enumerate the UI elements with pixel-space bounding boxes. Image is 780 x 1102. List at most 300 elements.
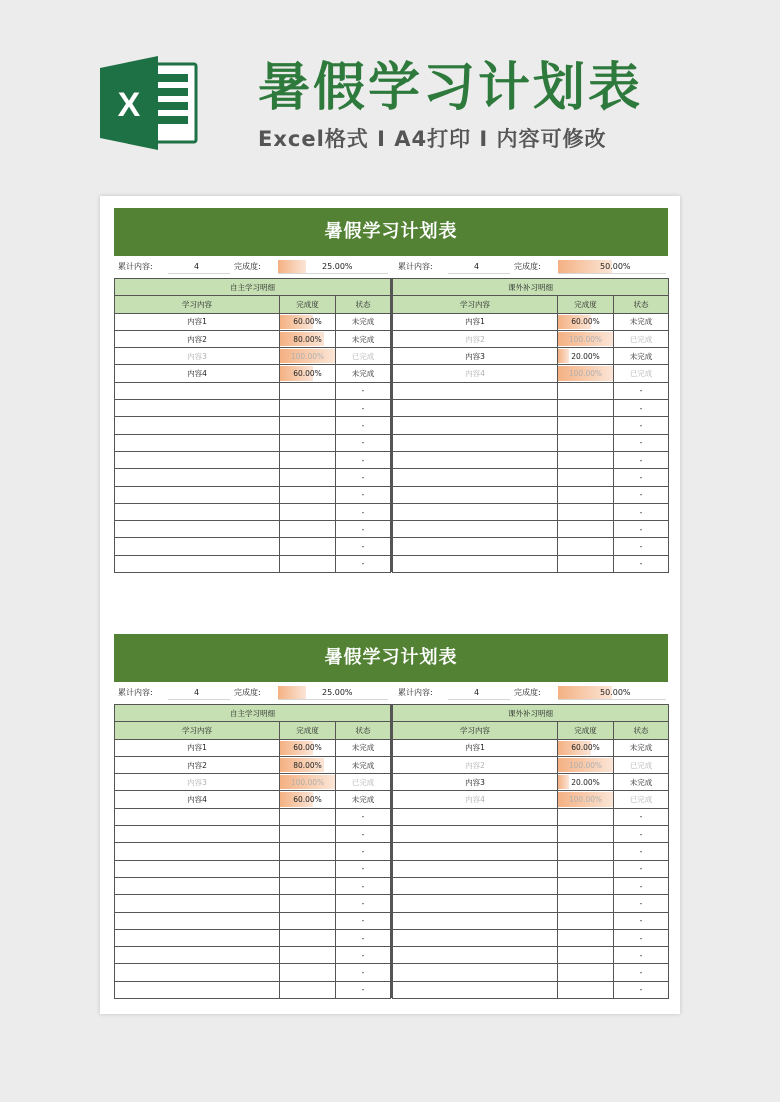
progress-cell[interactable]	[280, 860, 336, 877]
status-cell: -	[614, 860, 669, 877]
status-cell: 未完成	[614, 774, 669, 791]
table-row	[393, 503, 669, 520]
progress-cell[interactable]	[558, 503, 614, 520]
progress-value: 100.00%	[568, 369, 603, 379]
table-row	[393, 417, 669, 434]
table-row	[115, 469, 391, 486]
table-caption: 自主学习明细	[115, 705, 391, 722]
table-row	[115, 330, 391, 347]
progress-cell[interactable]	[558, 877, 614, 894]
table-row	[115, 503, 391, 520]
content-cell[interactable]	[393, 947, 558, 964]
status-cell: -	[336, 947, 391, 964]
content-cell[interactable]	[115, 895, 280, 912]
self-study-table	[114, 704, 391, 999]
progress-header: 完成度	[558, 722, 614, 739]
progress-cell[interactable]	[558, 981, 614, 998]
content-cell[interactable]	[393, 451, 558, 468]
table-caption-row	[115, 705, 391, 722]
summary-row	[114, 256, 668, 278]
progress-cell[interactable]	[558, 774, 614, 791]
status-cell: -	[336, 451, 391, 468]
progress-cell[interactable]	[558, 400, 614, 417]
progress-cell[interactable]	[558, 417, 614, 434]
content-cell[interactable]	[393, 434, 558, 451]
content-cell[interactable]	[115, 486, 280, 503]
progress-cell[interactable]	[280, 503, 336, 520]
status-cell: -	[336, 400, 391, 417]
progress-cell[interactable]	[558, 826, 614, 843]
status-cell: -	[336, 826, 391, 843]
table-row	[115, 860, 391, 877]
status-cell: -	[336, 521, 391, 538]
progress-cell[interactable]	[558, 451, 614, 468]
content-cell[interactable]	[115, 521, 280, 538]
status-header: 状态	[336, 722, 391, 739]
content-cell[interactable]: 内容1	[115, 313, 280, 330]
status-cell: 已完成	[614, 365, 669, 382]
table-row	[115, 382, 391, 399]
content-cell[interactable]	[115, 434, 280, 451]
content-cell[interactable]	[115, 877, 280, 894]
progress-cell[interactable]	[280, 365, 336, 382]
plan-sheet-2	[114, 634, 668, 998]
status-cell: -	[614, 451, 669, 468]
table-row	[393, 348, 669, 365]
progress-value: 100.00%	[290, 777, 325, 787]
table-row	[393, 947, 669, 964]
progress-cell[interactable]	[280, 434, 336, 451]
content-cell[interactable]	[393, 503, 558, 520]
table-row	[393, 469, 669, 486]
status-cell: -	[614, 895, 669, 912]
progress-cell[interactable]	[558, 313, 614, 330]
table-row	[115, 808, 391, 825]
status-cell: -	[336, 843, 391, 860]
total-count-right[interactable]: 4	[474, 688, 480, 697]
status-cell: 未完成	[336, 739, 391, 756]
table-row	[393, 929, 669, 946]
progress-bar	[558, 349, 569, 363]
content-cell[interactable]: 内容3	[393, 774, 558, 791]
excel-logo-icon	[100, 56, 198, 150]
table-row	[115, 313, 391, 330]
progress-cell[interactable]	[280, 739, 336, 756]
progress-cell[interactable]	[558, 947, 614, 964]
content-cell[interactable]	[115, 400, 280, 417]
status-cell: 未完成	[614, 348, 669, 365]
status-cell: -	[614, 947, 669, 964]
progress-cell[interactable]	[558, 330, 614, 347]
table-row	[115, 877, 391, 894]
progress-cell[interactable]	[280, 417, 336, 434]
status-cell: 未完成	[336, 756, 391, 773]
table-row	[393, 912, 669, 929]
content-cell[interactable]: 内容4	[393, 791, 558, 808]
progress-cell[interactable]	[558, 521, 614, 538]
progress-cell[interactable]	[280, 521, 336, 538]
progress-cell[interactable]	[280, 895, 336, 912]
total-label: 累计内容:	[398, 262, 433, 271]
content-cell[interactable]	[115, 912, 280, 929]
content-cell[interactable]	[115, 503, 280, 520]
progress-cell[interactable]	[558, 808, 614, 825]
table-row	[115, 895, 391, 912]
table-caption-row	[393, 279, 669, 296]
paper-page	[100, 196, 680, 1014]
status-cell: 未完成	[336, 365, 391, 382]
status-cell: -	[614, 486, 669, 503]
tutoring-table	[392, 704, 669, 999]
progress-header: 完成度	[280, 296, 336, 313]
content-cell[interactable]	[115, 808, 280, 825]
completion-bar-left	[278, 686, 306, 700]
content-cell[interactable]	[115, 843, 280, 860]
status-cell: -	[614, 843, 669, 860]
progress-cell[interactable]	[558, 739, 614, 756]
status-cell: -	[614, 808, 669, 825]
table-row	[115, 791, 391, 808]
content-cell[interactable]	[115, 451, 280, 468]
progress-cell[interactable]	[280, 330, 336, 347]
content-cell[interactable]	[393, 895, 558, 912]
content-cell[interactable]	[393, 382, 558, 399]
content-cell[interactable]	[115, 469, 280, 486]
table-row	[393, 365, 669, 382]
progress-value: 60.00%	[293, 317, 322, 327]
table-row	[115, 538, 391, 555]
content-cell[interactable]	[393, 929, 558, 946]
content-cell[interactable]	[393, 521, 558, 538]
status-cell: -	[336, 417, 391, 434]
status-cell: -	[336, 929, 391, 946]
status-cell: -	[614, 929, 669, 946]
table-row	[115, 774, 391, 791]
progress-cell[interactable]	[280, 808, 336, 825]
completion-label: 完成度:	[514, 262, 541, 271]
progress-cell[interactable]	[558, 843, 614, 860]
status-cell: -	[614, 826, 669, 843]
content-cell[interactable]	[393, 826, 558, 843]
progress-cell[interactable]	[280, 451, 336, 468]
content-cell[interactable]: 内容1	[393, 313, 558, 330]
table-row	[115, 400, 391, 417]
content-cell[interactable]	[393, 964, 558, 981]
sheet-title: 暑假学习计划表	[114, 208, 668, 256]
completion-value-left: 25.00%	[322, 262, 353, 271]
status-cell: -	[614, 877, 669, 894]
table-row	[393, 451, 669, 468]
completion-label: 完成度:	[234, 262, 261, 271]
table-row	[393, 756, 669, 773]
status-cell: 已完成	[336, 774, 391, 791]
status-cell: -	[614, 981, 669, 998]
table-header-row	[115, 722, 391, 739]
table-row	[393, 877, 669, 894]
table-row	[393, 808, 669, 825]
content-cell[interactable]	[115, 947, 280, 964]
detail-tables	[114, 704, 668, 998]
status-cell: -	[336, 503, 391, 520]
table-row	[115, 739, 391, 756]
promo-header	[0, 0, 780, 180]
content-cell[interactable]	[393, 555, 558, 572]
table-row	[115, 555, 391, 572]
table-row	[393, 739, 669, 756]
content-cell[interactable]: 内容2	[115, 330, 280, 347]
progress-cell[interactable]	[280, 313, 336, 330]
progress-cell[interactable]	[280, 877, 336, 894]
total-label: 累计内容:	[398, 688, 433, 697]
progress-cell[interactable]	[558, 382, 614, 399]
table-row	[393, 486, 669, 503]
progress-header: 完成度	[280, 722, 336, 739]
table-row	[393, 774, 669, 791]
status-cell: -	[336, 808, 391, 825]
table-row	[115, 434, 391, 451]
total-count-right[interactable]: 4	[474, 262, 480, 271]
completion-label: 完成度:	[234, 688, 261, 697]
table-header-row	[393, 296, 669, 313]
progress-value: 100.00%	[568, 334, 603, 344]
progress-cell[interactable]	[558, 555, 614, 572]
content-cell[interactable]	[115, 929, 280, 946]
status-cell: 未完成	[336, 791, 391, 808]
status-cell: -	[336, 877, 391, 894]
table-row	[115, 929, 391, 946]
progress-value: 60.00%	[293, 369, 322, 379]
table-row	[115, 348, 391, 365]
progress-cell[interactable]	[280, 774, 336, 791]
content-cell[interactable]: 内容2	[115, 756, 280, 773]
progress-bar	[558, 775, 569, 789]
status-cell: -	[336, 860, 391, 877]
content-cell[interactable]	[393, 860, 558, 877]
status-cell: -	[336, 538, 391, 555]
content-cell[interactable]: 内容2	[393, 330, 558, 347]
total-label: 累计内容:	[118, 262, 153, 271]
table-row	[115, 981, 391, 998]
content-header: 学习内容	[115, 722, 280, 739]
content-cell[interactable]	[393, 808, 558, 825]
content-cell[interactable]	[115, 417, 280, 434]
content-cell[interactable]	[115, 826, 280, 843]
status-header: 状态	[336, 296, 391, 313]
table-row	[115, 947, 391, 964]
table-row	[393, 330, 669, 347]
content-cell[interactable]: 内容3	[115, 348, 280, 365]
table-row	[393, 860, 669, 877]
detail-tables	[114, 278, 668, 572]
table-row	[115, 365, 391, 382]
table-row	[393, 313, 669, 330]
content-cell[interactable]	[393, 469, 558, 486]
table-caption: 课外补习明细	[393, 279, 669, 296]
promo-subtitle: Excel格式 I A4打印 I 内容可修改	[258, 127, 607, 151]
content-cell[interactable]	[393, 417, 558, 434]
status-cell: -	[614, 912, 669, 929]
status-cell: -	[336, 912, 391, 929]
content-cell[interactable]	[393, 843, 558, 860]
content-cell[interactable]	[393, 877, 558, 894]
table-header-row	[115, 296, 391, 313]
progress-cell[interactable]	[280, 964, 336, 981]
progress-cell[interactable]	[558, 348, 614, 365]
progress-value: 20.00%	[571, 351, 600, 361]
table-row	[115, 486, 391, 503]
content-cell[interactable]	[393, 912, 558, 929]
content-cell[interactable]: 内容4	[115, 365, 280, 382]
content-cell[interactable]	[115, 555, 280, 572]
content-cell[interactable]	[115, 382, 280, 399]
tutoring-table	[392, 278, 669, 573]
content-header: 学习内容	[393, 296, 558, 313]
completion-value-right: 50.00%	[600, 262, 631, 271]
status-cell: -	[614, 417, 669, 434]
table-row	[115, 843, 391, 860]
status-cell: -	[336, 895, 391, 912]
promo-title: 暑假学习计划表	[258, 58, 644, 118]
progress-cell[interactable]	[280, 981, 336, 998]
content-cell[interactable]	[393, 538, 558, 555]
status-cell: -	[336, 382, 391, 399]
table-row	[393, 434, 669, 451]
progress-cell[interactable]	[558, 365, 614, 382]
table-row	[393, 555, 669, 572]
content-cell[interactable]: 内容4	[393, 365, 558, 382]
status-cell: -	[614, 503, 669, 520]
progress-cell[interactable]	[280, 756, 336, 773]
table-row	[115, 826, 391, 843]
progress-cell[interactable]	[558, 964, 614, 981]
progress-cell[interactable]	[280, 555, 336, 572]
status-cell: -	[614, 555, 669, 572]
progress-value: 100.00%	[568, 760, 603, 770]
progress-cell[interactable]	[280, 382, 336, 399]
progress-cell[interactable]	[558, 756, 614, 773]
progress-cell[interactable]	[280, 538, 336, 555]
progress-value: 20.00%	[571, 777, 600, 787]
status-cell: -	[336, 555, 391, 572]
content-cell[interactable]: 内容4	[115, 791, 280, 808]
content-header: 学习内容	[393, 722, 558, 739]
total-label: 累计内容:	[118, 688, 153, 697]
table-row	[393, 895, 669, 912]
progress-cell[interactable]	[558, 791, 614, 808]
progress-cell[interactable]	[280, 947, 336, 964]
progress-value: 80.00%	[293, 334, 322, 344]
progress-cell[interactable]	[558, 469, 614, 486]
status-cell: 未完成	[336, 330, 391, 347]
table-row	[393, 400, 669, 417]
content-cell[interactable]: 内容1	[115, 739, 280, 756]
progress-value: 100.00%	[290, 351, 325, 361]
content-cell[interactable]	[115, 981, 280, 998]
progress-cell[interactable]	[280, 843, 336, 860]
progress-cell[interactable]	[558, 538, 614, 555]
status-cell: -	[614, 400, 669, 417]
content-cell[interactable]	[393, 400, 558, 417]
status-cell: 已完成	[614, 330, 669, 347]
content-cell[interactable]: 内容2	[393, 756, 558, 773]
status-cell: -	[614, 521, 669, 538]
table-row	[115, 451, 391, 468]
progress-cell[interactable]	[280, 348, 336, 365]
progress-value: 60.00%	[293, 795, 322, 805]
table-row	[393, 826, 669, 843]
progress-cell[interactable]	[280, 912, 336, 929]
content-cell[interactable]: 内容3	[393, 348, 558, 365]
content-header: 学习内容	[115, 296, 280, 313]
status-cell: -	[336, 469, 391, 486]
progress-cell[interactable]	[280, 486, 336, 503]
status-cell: -	[614, 382, 669, 399]
progress-cell[interactable]	[558, 912, 614, 929]
progress-value: 80.00%	[293, 760, 322, 770]
status-header: 状态	[614, 296, 669, 313]
completion-bar-left	[278, 260, 306, 274]
content-cell[interactable]	[115, 538, 280, 555]
progress-value: 60.00%	[571, 317, 600, 327]
progress-cell[interactable]	[280, 826, 336, 843]
table-row	[393, 964, 669, 981]
progress-cell[interactable]	[280, 469, 336, 486]
progress-cell[interactable]	[558, 486, 614, 503]
status-cell: -	[614, 434, 669, 451]
progress-cell[interactable]	[558, 895, 614, 912]
table-row	[393, 843, 669, 860]
total-count-left[interactable]: 4	[194, 688, 200, 697]
status-cell: 未完成	[614, 739, 669, 756]
content-cell[interactable]	[115, 860, 280, 877]
progress-cell[interactable]	[280, 929, 336, 946]
progress-cell[interactable]	[280, 400, 336, 417]
self-study-table	[114, 278, 391, 573]
table-row	[115, 964, 391, 981]
table-row	[115, 756, 391, 773]
table-caption-row	[393, 705, 669, 722]
status-cell: -	[614, 964, 669, 981]
progress-cell[interactable]	[558, 434, 614, 451]
sheet-title: 暑假学习计划表	[114, 634, 668, 682]
table-row	[393, 521, 669, 538]
content-cell[interactable]	[115, 964, 280, 981]
content-cell[interactable]	[393, 486, 558, 503]
table-caption: 课外补习明细	[393, 705, 669, 722]
total-count-left[interactable]: 4	[194, 262, 200, 271]
table-caption: 自主学习明细	[115, 279, 391, 296]
table-row	[115, 912, 391, 929]
progress-cell[interactable]	[280, 791, 336, 808]
status-header: 状态	[614, 722, 669, 739]
progress-cell[interactable]	[558, 860, 614, 877]
status-cell: -	[614, 538, 669, 555]
progress-value: 60.00%	[571, 743, 600, 753]
logo-letter: X	[117, 86, 141, 124]
summary-row	[114, 682, 668, 704]
table-row	[393, 538, 669, 555]
table-row	[393, 791, 669, 808]
table-row	[115, 521, 391, 538]
progress-cell[interactable]	[558, 929, 614, 946]
table-row	[115, 417, 391, 434]
status-cell: 已完成	[336, 348, 391, 365]
content-cell[interactable]	[393, 981, 558, 998]
status-cell: -	[336, 486, 391, 503]
content-cell[interactable]: 内容1	[393, 739, 558, 756]
status-cell: 未完成	[336, 313, 391, 330]
content-cell[interactable]: 内容3	[115, 774, 280, 791]
